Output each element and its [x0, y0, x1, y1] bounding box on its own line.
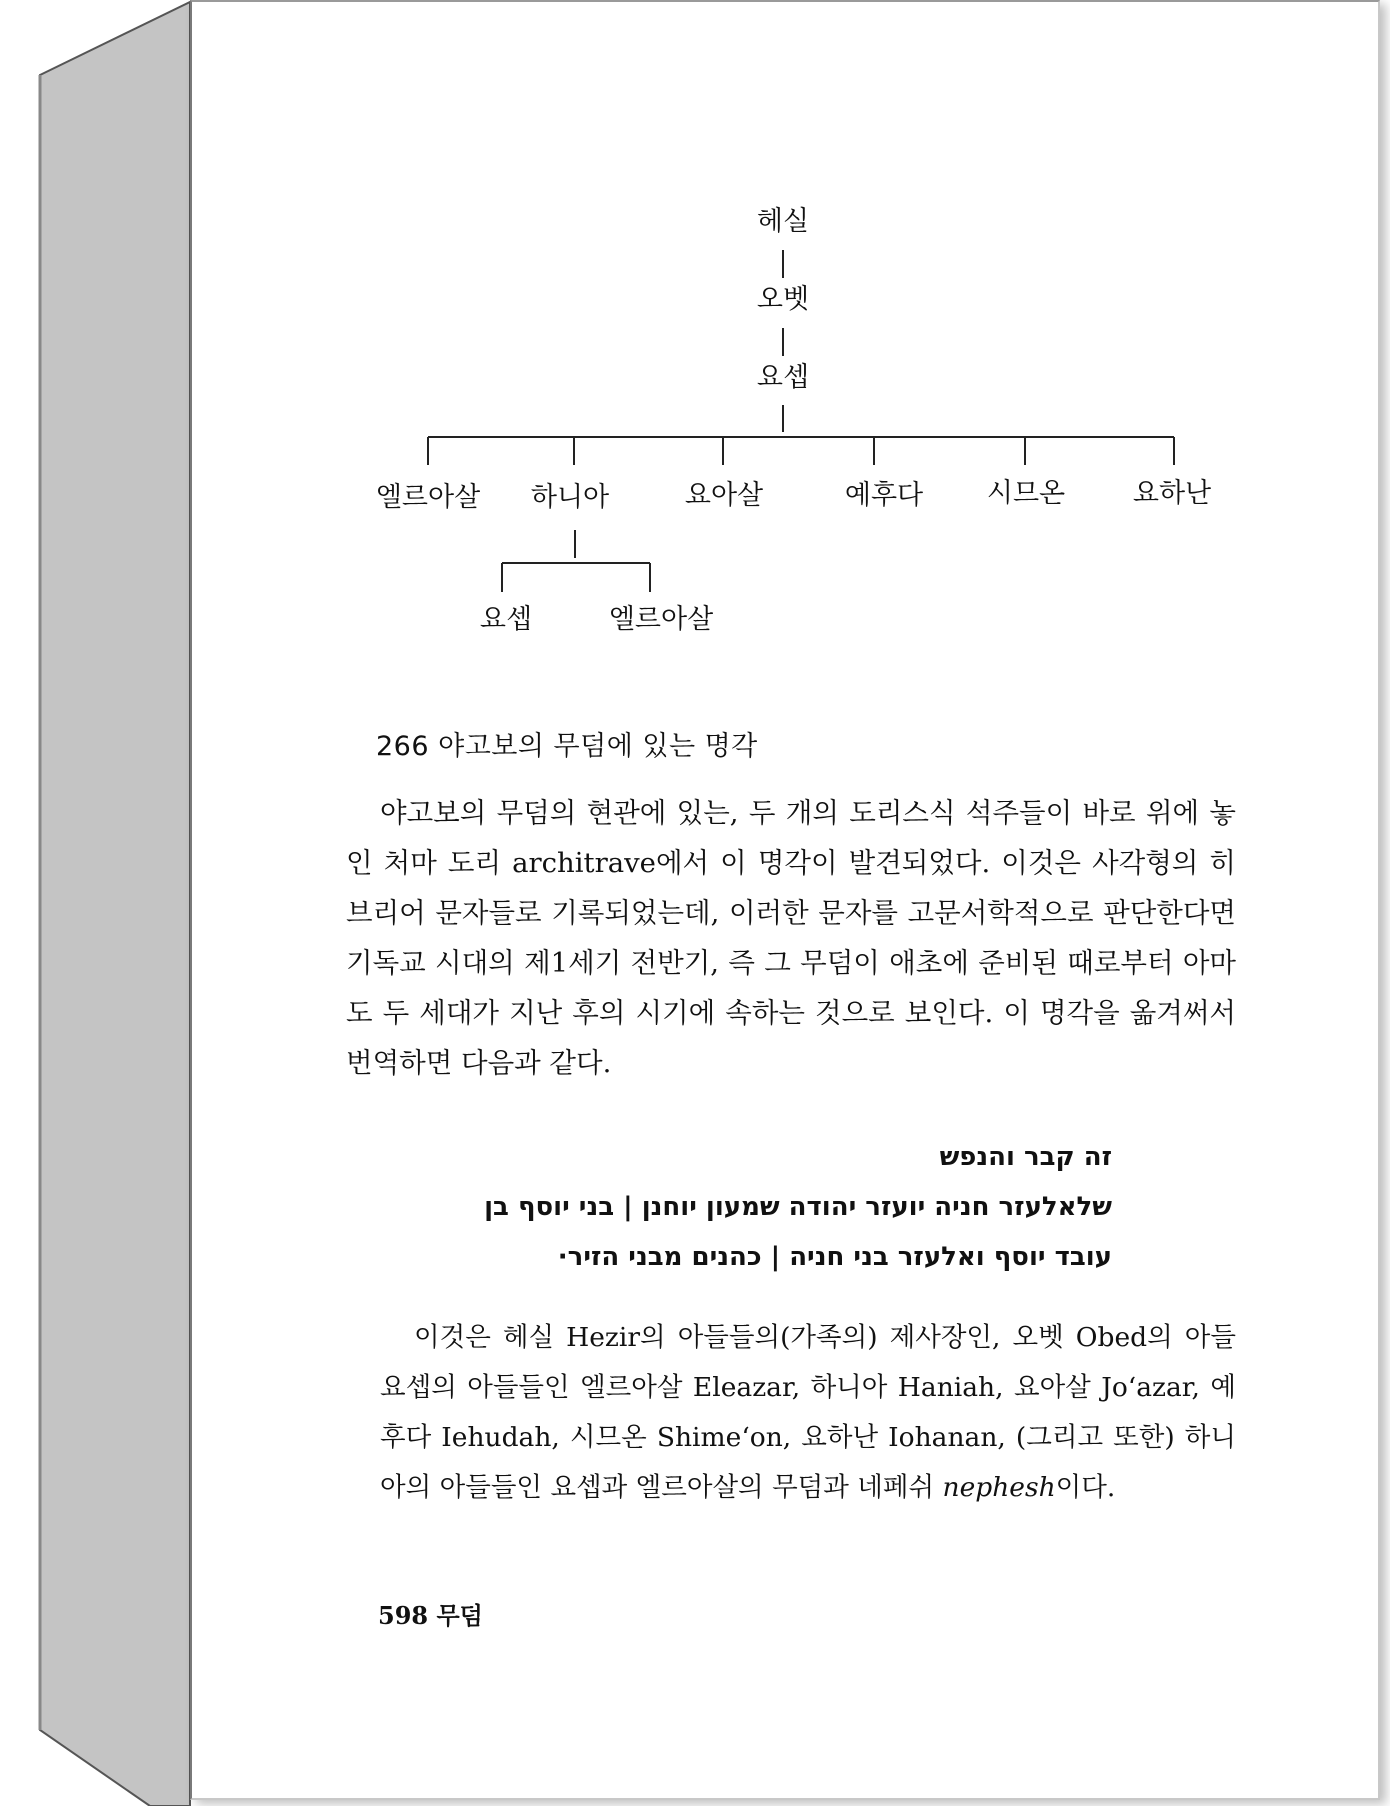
- book-spine: [0, 0, 200, 1806]
- tree-child: 요아살: [684, 480, 764, 511]
- tree-gen3: 요셉: [756, 362, 810, 393]
- tree-child: 하니아: [530, 482, 610, 513]
- tree-child: 예후다: [844, 480, 924, 511]
- tree-child: 엘르아살: [375, 482, 481, 513]
- tree-gen2: 오벳: [756, 284, 810, 315]
- page-footer: 598 무덤: [378, 1601, 483, 1630]
- translation-text: 이것은 헤실 Hezir의 아들들의(가족의) 제사장인, 오벳 Obed의 아들 요셉의 아들들인 엘르아살 Eleazar, 하니아 Haniah, 요아살 Jo‘azar, 예후다 Iehudah, 시므온 Shime‘on, 요하난 Iohanan, (그리고 또한) 하니아의 아들들인 요셉과 엘르아살의 무덤과 네페쉬: [380, 1322, 1236, 1503]
- tree-root: 헤실: [756, 206, 810, 237]
- tree-child: 요하난: [1132, 478, 1212, 509]
- tree-grandchild: 요셉: [479, 604, 533, 635]
- tree-child: 시므온: [986, 478, 1066, 509]
- translation-paragraph: [380, 1313, 1236, 1513]
- hebrew-inscription-line: זה קבר והנפש: [939, 1142, 1112, 1172]
- translation-italic-term: nephesh: [942, 1472, 1056, 1503]
- translation-text-end: 이다.: [1055, 1472, 1116, 1503]
- tree-grandchild: 엘르아살: [608, 604, 714, 635]
- body-paragraph: 야고보의 무덤의 현관에 있는, 두 개의 도리스식 석주들이 바로 위에 놓인 처마 도리 architrave에서 이 명각이 발견되었다. 이것은 사각형의 히브리어 문자들로 기록되었는데, 이러한 문자를 고문서학적으로 판단한다면 기독교 시대의 제1세기 전반기, 즉 그 무덤이 애초에 준비된 때로부터 아마도 두 세대가 지난 후의 시기에 속하는 것으로 보인다. 이 명각을 옮겨써서 번역하면 다음과 같다.: [346, 797, 1236, 1079]
- hebrew-inscription-line: שלאלעזר חניה יועזר יהודה שמעון יוחנן | בני יוסף בן: [484, 1192, 1112, 1222]
- section-heading: 266 야고보의 무덤에 있는 명각: [376, 731, 758, 762]
- hebrew-inscription-line: עובד יוסף ואלעזר בני חניה | כהנים מבני הזיר·: [557, 1242, 1112, 1272]
